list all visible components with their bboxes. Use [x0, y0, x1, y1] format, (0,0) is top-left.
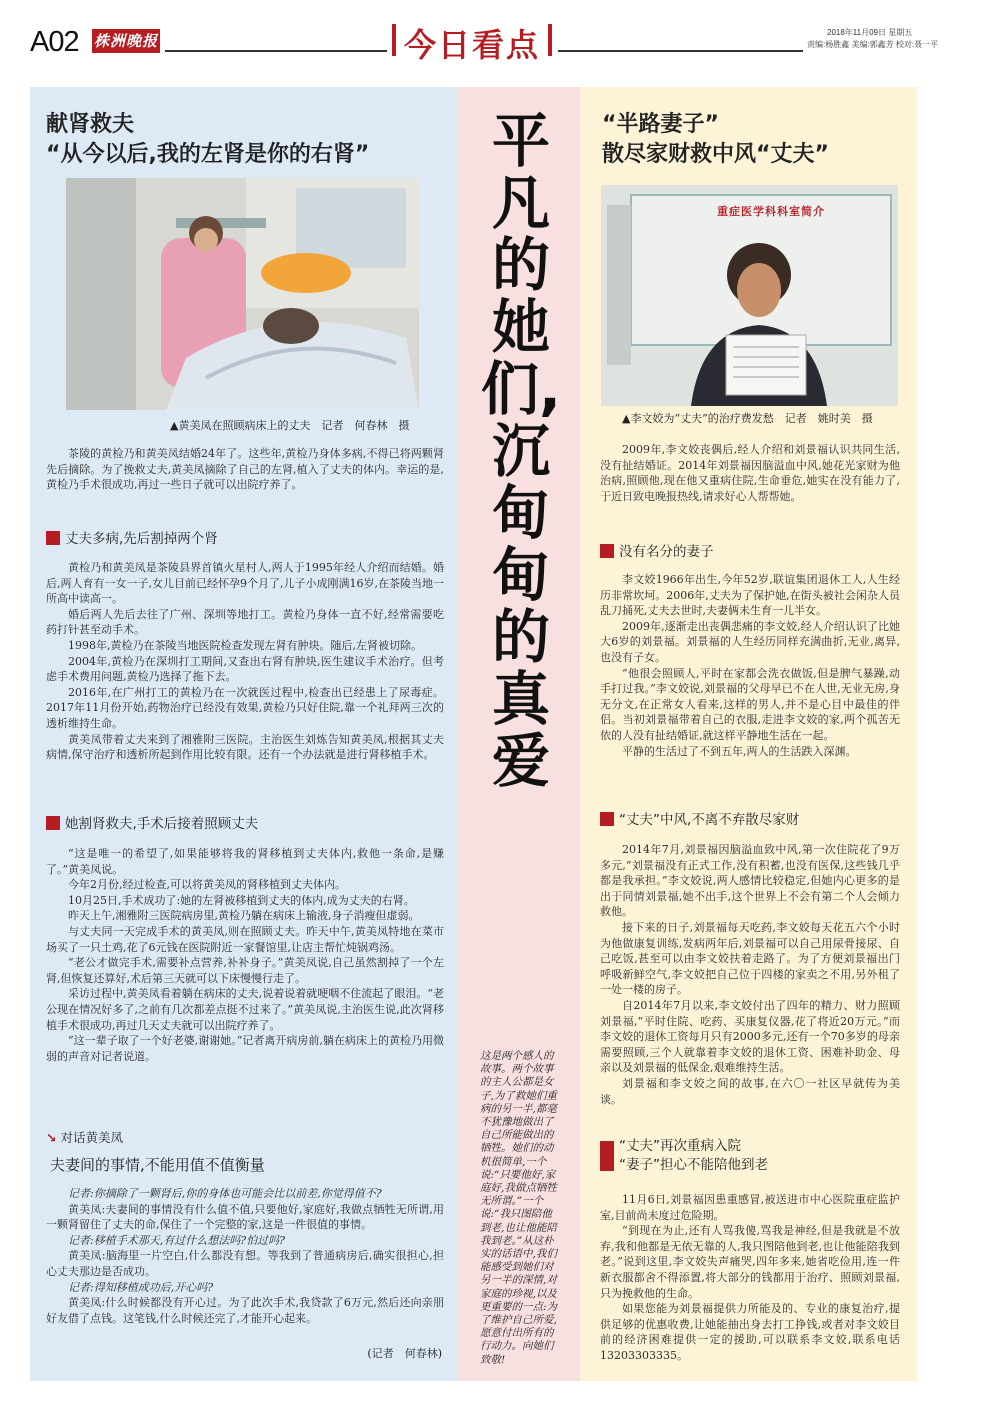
arrow-icon: ↘: [46, 1130, 57, 1145]
paragraph: 与丈夫同一天完成手术的黄美凤,则在照顾丈夫。昨天中午,黄美凤特地在菜市场买了一只土鸡,花了6元钱在医院附近一家餐馆里,让店主帮忙炖锅鸡汤。: [46, 924, 444, 954]
subhead-text-line2: “妻子”担心不能陪他到老: [619, 1157, 768, 1173]
paragraph: “到现在为止,还有人骂我傻,骂我是神经,但是我就是不放弃,我和他都是无依无靠的人,我只图陪他到老,也让他能陪我到老。”说到这里,李文姣失声痛哭,四年多来,她省吃俭用,连一件新衣服都舍不得添置,将大部分的钱都用于治疗、照顾刘景福,只为挽救他的生命。: [600, 1224, 900, 1300]
right-photo: [601, 185, 898, 406]
subhead-text: “丈夫”中风,不离不弃散尽家财: [619, 812, 800, 828]
paragraph: 昨天上午,湘雅附三医院病房里,黄检乃躺在病床上输液,身子消瘦但虚弱。: [68, 909, 420, 923]
right-title-line2: 散尽家财救中风“丈夫”: [602, 142, 829, 167]
right-headline: [602, 110, 912, 170]
dialog-question: 记者:移植手术那天,有过什么想法吗?怕过吗?: [68, 1233, 285, 1247]
left-section-1: [46, 560, 444, 763]
editorial-text: 这是两个感人的故事。两个故事的主人公都是女子,为了救她们重病的另一半,都毫不犹豫地做出了自己所能做出的牺牲。她们的动机很简单,一个说:“只要他好,家庭好,我做点牺牲无所谓。”一个说:“我只图陪他到老,也让他能陪我到老。”从这朴实的话语中,我们能感受到她们对另一半的深情,对家庭的珍视,以及更重要的一点:为了维护自己所爱,愿意付出所有的行动力。向她们致敬!: [480, 1050, 558, 1366]
left-title-line1: 献肾救夫: [46, 112, 135, 137]
section-marker-right: [548, 24, 552, 56]
paragraph: “这是唯一的希望了,如果能够将我的肾移植到丈夫体内,救他一条命,是赚了。”黄美凤说。: [46, 847, 444, 876]
paragraph: 2014年7月,刘景福因脑溢血致中风,第一次住院花了9万多元,“刘景福没有正式工作,没有积蓄,也没有医保,这些钱几乎都是我承担。”李文姣说,两人感情比较稳定,但她内心更多的是出于同情刘景福,她不出手,这个世界上不会有第二个人会倾力救他。: [600, 843, 900, 919]
left-byline: (记者 何春林): [367, 1347, 442, 1360]
right-subhead-3: [600, 1137, 900, 1175]
left-headline: [46, 110, 446, 170]
right-section-1: [600, 572, 900, 759]
paragraph: 李文姣1966年出生,今年52岁,联谊集团退休工人,人生经历非常坎坷。2006年,丈夫为了保护她,在街头被社会闲杂人员乱刀捅死,丈夫去世时,夫妻俩未生育一儿半女。: [600, 573, 900, 618]
header-rule-right: [558, 50, 803, 52]
right-intro: [600, 442, 900, 504]
left-section-2: [46, 846, 444, 1064]
paragraph: 2016年,在广州打工的黄检乃在一次就医过程中,检查出已经患上了尿毒症。2017年11月份开始,药物治疗已经没有效果,黄检乃只好住院,靠一个礼拜两三次的透析维持生命。: [46, 685, 444, 730]
paragraph: “他很会照顾人,平时在家都会洗衣做饭,但是脾气暴躁,动手打过我。”李文姣说,刘景福的父母早已不在人世,无业无房,身无分文,在正常女人看来,这样的男人,并不是心目中最佳的伴侣。当初刘景福带着自己的衣服,走进李文姣的家,两个孤苦无依的人没有扯结婚证,就这样平静地生活在一起。: [600, 666, 900, 742]
staff-credits: 责编:杨胜鑫 美编:郭鑫芳 校对:聂一平: [807, 40, 939, 49]
right-photo-caption: ▲李文姣为“丈夫”的治疗费发愁 记者 姚时美 摄: [622, 412, 873, 425]
subhead-text-line1: “丈夫”再次重病入院: [619, 1138, 741, 1154]
subhead-marker-icon: [600, 812, 614, 826]
subhead-text: 她割肾救夫,手术后接着照顾丈夫: [65, 816, 259, 832]
dialog-question: 记者:得知移植成功后,开心吗?: [68, 1280, 214, 1294]
main-headline: 平凡的她们,沉甸甸的真爱: [480, 107, 562, 795]
paragraph: 黄美凤带着丈夫来到了湘雅附三医院。主治医生刘炼告知黄美凤,根据其丈夫病情,保守治疗和透析所起到作用比较有限。还有一个办法就是进行肾移植手术。: [46, 732, 444, 762]
page-number: A02: [30, 26, 79, 58]
paragraph: 平静的生活过了不到五年,两人的生活跌入深渊。: [622, 744, 857, 758]
paragraph: 采访过程中,黄美凤看着躺在病床的丈夫,说着说着就哽咽不住流起了眼泪。“老公现在情况好多了,之前有几次都差点挺不过来了。”黄美凤说,主治医生说,此次肾移植手术很成功,再过几天丈夫就可以出院疗养了。: [46, 987, 444, 1032]
paragraph: “这一辈子取了一个好老婆,谢谢她。”记者离开病房前,躺在病床上的黄检乃用微弱的声音对记者说道。: [46, 1034, 444, 1063]
subhead-text: 丈夫多病,先后割掉两个肾: [65, 531, 218, 547]
dialog-answer: 黄美凤:什么时候都没有开心过。为了此次手术,我贷款了6万元,然后还向亲朋好友借了点钱。这笔钱,什么时候还完了,才能开心起来。: [46, 1296, 444, 1325]
right-section-3: [600, 1192, 900, 1364]
dialog-question: 记者:你摘除了一颗肾后,你的身体也可能会比以前差,你觉得值不?: [68, 1187, 382, 1200]
paragraph: 1998年,黄检乃在茶陵当地医院检查发现左肾有肿块。随后,左肾被切除。: [68, 638, 422, 652]
left-subhead-1: [46, 527, 444, 547]
issue-date: 2018年11月09日 星期五: [827, 28, 913, 37]
paragraph: 2009年,逐渐走出丧偶悲痛的李文姣,经人介绍认识了比她大6岁的刘景福。刘景福的人生经历同样充满曲折,无业,离异,也没有子女。: [600, 619, 900, 664]
dialog-label-text: 对话黄美凤: [60, 1130, 123, 1145]
paragraph: 接下来的日子,刘景福每天吃药,李文姣每天花五六个小时为他做康复训练,发病两年后,刘景福可以自己用尿骨接尿、自己吃饭,甚至可以由李文姣扶着走路了。为了方便刘景福出门呼吸新鲜空气,李文姣把自己位于四楼的家卖之不用,另外租了一处一楼的房子。: [600, 920, 900, 997]
paragraph: 今年2月份,经过检查,可以将黄美凤的肾移植到丈夫体内。: [68, 878, 346, 892]
header-rule-left: [165, 50, 387, 52]
left-photo-caption: ▲黄美凤在照顾病床上的丈夫 记者 何春林 摄: [170, 419, 410, 432]
left-title-line2: “从今以后,我的左肾是你的右肾”: [46, 142, 370, 167]
paragraph: 10月25日,手术成功了:她的左肾被移植到丈夫的体内,成为丈夫的右肾。: [68, 893, 415, 907]
subhead-marker-icon: [600, 544, 614, 558]
paragraph: 2004年,黄检乃在深圳打工期间,又查出右肾有肿块,医生建议手术治疗。但考虑手术费用问题,黄检乃选择了拖下去。: [46, 654, 444, 684]
paragraph: 刘景福和李文姣之间的故事,在六〇一社区早就传为美谈。: [600, 1076, 900, 1106]
right-section-2: [600, 842, 900, 1107]
hospital-room-illustration: [66, 178, 419, 410]
dialog-title: 夫妻间的事情,不能用值不值衡量: [50, 1156, 265, 1174]
subhead-text: 没有名分的妻子: [619, 544, 714, 560]
dialog-answer: 黄美凤:夫妻间的事情没有什么值不值,只要他好,家庭好,我做点牺牲无所谓,用一颗肾留住了丈夫的命,保住了一个完整的家,这是一件很值的事情。: [46, 1202, 444, 1232]
subhead-marker-icon: [46, 531, 60, 545]
newspaper-logo: 株洲晚报: [92, 29, 160, 53]
right-subhead-1: [600, 540, 900, 560]
right-subhead-2: [600, 808, 900, 828]
left-photo: [66, 178, 419, 410]
paragraph: 如果您能为刘景福提供力所能及的、专业的康复治疗,提供足够的优惠收费,让她能抽出身去打工挣钱,或者对李文姣目前的经济困难提供一定的援助,可以联系李文姣,联系电话13203303335。: [600, 1302, 900, 1362]
paragraph: 婚后两人先后去往了广州、深圳等地打工。黄检乃身体一直不好,经常需要吃药打针甚至动手术。: [46, 607, 444, 637]
dialog-label: [46, 1128, 444, 1146]
photo-wall-sign: 重症医学科科室简介: [717, 205, 825, 218]
paragraph: 黄检乃和黄美凤是茶陵县界首镇火星村人,两人于1995年经人介绍而结婚。婚后,两人育有一女一子,女儿目前已经怀孕9个月了,儿子小成刚满16岁,在茶陵当地一所高中读高一。: [46, 561, 444, 606]
left-intro: [46, 446, 444, 493]
dialog-section: [46, 1186, 444, 1326]
left-subhead-2: [46, 812, 444, 832]
subhead-marker-icon: [600, 1141, 614, 1171]
paragraph: “老公才做完手术,需要补点营养,补补身子。”黄美凤说,自己虽然割掉了一个左肾,但恢复还算好,术后第三天就可以下床慢慢行走了。: [46, 956, 444, 985]
paragraph: 自2014年7月以来,李文姣付出了四年的精力、财力照顾刘景福,“平时住院、吃药、买康复仪器,花了将近20万元。”而李文姣的退休工资每月只有2000多元,还有一个70多岁的母亲需要照顾,三个人就靠着李文姣的退休工资、困难补助金、母亲以及刘景福的低保金,艰难维持生活。: [600, 998, 900, 1075]
intro-paragraph: 茶陵的黄检乃和黄美凤结婚24年了。这些年,黄检乃身体多病,不得已将两颗肾先后摘除。为了挽救丈夫,黄美凤摘除了自己的左肾,植入了丈夫的体内。幸运的是,黄检乃手术很成功,再过一些日子就可以出院疗养了。: [46, 447, 444, 492]
subhead-marker-icon: [46, 816, 60, 830]
paragraph: 11月6日,刘景福因患重感冒,被送进市中心医院重症监护室,目前尚未度过危险期。: [600, 1193, 900, 1222]
dialog-answer: 黄美凤:脑海里一片空白,什么都没有想。等我到了普通病房后,确实很担心,担心丈夫那边是否成功。: [46, 1249, 444, 1278]
intro-paragraph: 2009年,李文姣丧偶后,经人介绍和刘景福认识共同生活,没有扯结婚证。2014年刘景福因脑溢血中风,她花光家财为他治病,照顾他,现在他又重病住院,生命垂危,她实在没有能力了,于近日致电晚报热线,请求好心人帮帮她。: [600, 443, 900, 503]
section-marker-left: [392, 24, 396, 56]
right-title-line1: “半路妻子”: [602, 112, 719, 137]
section-title: 今日看点: [404, 26, 541, 64]
